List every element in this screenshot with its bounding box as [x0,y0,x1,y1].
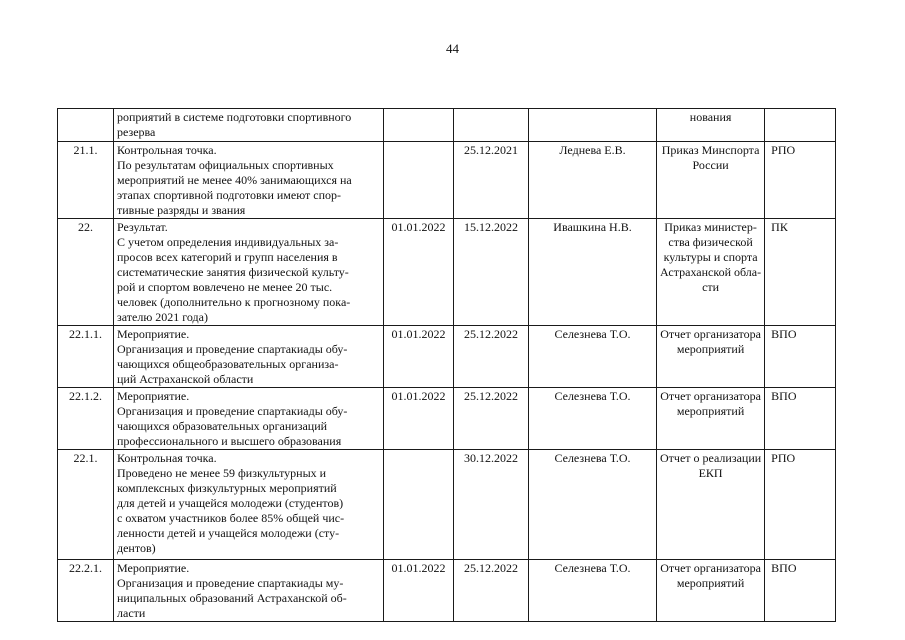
level-code-cell: ВПО [765,326,836,388]
event-name-line: Мероприятие. [117,389,190,403]
row-number-cell: 22.1.2. [58,388,114,450]
event-name-line: с охватом участников более 85% общей чис- [117,511,345,525]
event-name-cell [114,219,384,326]
document-line: Приказ министер- [664,220,757,234]
event-name-cell [114,560,384,622]
event-name-line: дентов) [117,541,156,555]
responsible-cell: Селезнева Т.О. [529,450,657,560]
level-code-cell: РПО [765,142,836,219]
event-name-line: Контрольная точка. [117,143,217,157]
row-number-cell [58,109,114,142]
end-date-cell: 25.12.2022 [454,560,529,622]
event-name-line: Мероприятие. [117,327,190,341]
level-code-cell: ПК [765,219,836,326]
end-date-cell: 15.12.2022 [454,219,529,326]
row-number-cell: 22.2.1. [58,560,114,622]
event-name-line: для детей и учащейся молодежи (студентов) [117,496,344,510]
document-cell [657,142,765,219]
event-name-line: зателю 2021 года) [117,310,208,324]
responsible-cell: Селезнева Т.О. [529,560,657,622]
event-name-line: чающихся общеобразовательных организа- [117,357,339,371]
page-number: 44 [446,41,459,56]
event-name-line: профессионального и высшего образования [117,434,342,448]
end-date-cell [454,109,529,142]
start-date-cell [384,142,454,219]
start-date-cell [384,450,454,560]
document-line: сти [702,280,720,294]
level-code-cell [765,109,836,142]
document-line: Астраханской обла- [660,265,762,279]
document-line: нования [689,110,732,124]
event-name-line: человек (дополнительно к прогнозному пока- [117,295,351,309]
event-name-line: Организация и проведение спартакиады обу- [117,404,348,418]
event-name-line: резерва [117,125,156,139]
start-date-cell: 01.01.2022 [384,326,454,388]
event-name-line: чающихся образовательных организаций [117,419,328,433]
event-name-line: ласти [117,606,146,620]
level-code-cell: ВПО [765,560,836,622]
table-row [58,142,836,219]
event-name-line: Результат. [117,220,168,234]
document-line: ЕКП [698,466,723,480]
document-line: Отчет организатора [660,561,761,575]
responsible-cell: Ивашкина Н.В. [529,219,657,326]
event-name-line: ленности детей и учащейся молодежи (сту- [117,526,340,540]
event-name-cell [114,388,384,450]
event-name-line: Организация и проведение спартакиады му- [117,576,344,590]
start-date-cell: 01.01.2022 [384,388,454,450]
row-number-cell: 22.1. [58,450,114,560]
table-row [58,450,836,560]
event-name-line: комплексных физкультурных мероприятий [117,481,337,495]
document-cell [657,560,765,622]
row-number-cell: 22.1.1. [58,326,114,388]
table-row [58,219,836,326]
document-line: мероприятий [676,404,745,418]
document-cell [657,388,765,450]
end-date-cell: 25.12.2022 [454,388,529,450]
document-line: Приказ Минспорта [661,143,760,157]
event-name-line: Контрольная точка. [117,451,217,465]
document-line: мероприятий [676,342,745,356]
document-line: России [692,158,729,172]
event-name-cell [114,142,384,219]
event-name-line: систематические занятия физической культу- [117,265,349,279]
level-code-cell: РПО [765,450,836,560]
document-line: мероприятий [676,576,745,590]
end-date-cell: 30.12.2022 [454,450,529,560]
event-name-cell [114,326,384,388]
table-row [58,388,836,450]
event-name-line: Организация и проведение спартакиады обу- [117,342,348,356]
document-line: ства физической [668,235,753,249]
responsible-cell: Селезнева Т.О. [529,326,657,388]
event-name-line: По результатам официальных спортивных [117,158,334,172]
document-cell [657,326,765,388]
event-name-line: ниципальных образований Астраханской об- [117,591,347,605]
table-row [58,560,836,622]
event-name-line: тивные разряды и звания [117,203,246,217]
document-cell [657,219,765,326]
event-name-line: просов всех категорий и групп населения в [117,250,338,264]
row-number-cell: 21.1. [58,142,114,219]
document-line: Отчет о реализации [660,451,762,465]
event-name-line: роприятий в системе подготовки спортивного [117,110,352,124]
event-name-cell [114,450,384,560]
event-name-cell [114,109,384,142]
responsible-cell [529,109,657,142]
document-line: Отчет организатора [660,389,761,403]
document-line: культуры и спорта [663,250,758,264]
start-date-cell: 01.01.2022 [384,219,454,326]
end-date-cell: 25.12.2021 [454,142,529,219]
event-name-line: рой и спортом вовлечено не менее 20 тыс. [117,280,333,294]
event-name-line: ций Астраханской области [117,372,254,386]
event-name-line: С учетом определения индивидуальных за- [117,235,339,249]
plan-table [57,108,836,622]
responsible-cell: Селезнева Т.О. [529,388,657,450]
level-code-cell: ВПО [765,388,836,450]
document-cell [657,109,765,142]
event-name-line: Проведено не менее 59 физкультурных и [117,466,327,480]
end-date-cell: 25.12.2022 [454,326,529,388]
responsible-cell: Леднева Е.В. [529,142,657,219]
start-date-cell [384,109,454,142]
table-row [58,109,836,142]
plan-table-body [58,109,836,622]
table-row [58,326,836,388]
event-name-line: мероприятий не менее 40% занимающихся на [117,173,352,187]
start-date-cell: 01.01.2022 [384,560,454,622]
document-cell [657,450,765,560]
row-number-cell: 22. [58,219,114,326]
document-line: Отчет организатора [660,327,761,341]
event-name-line: этапах спортивной подготовки имеют спор- [117,188,342,202]
event-name-line: Мероприятие. [117,561,190,575]
